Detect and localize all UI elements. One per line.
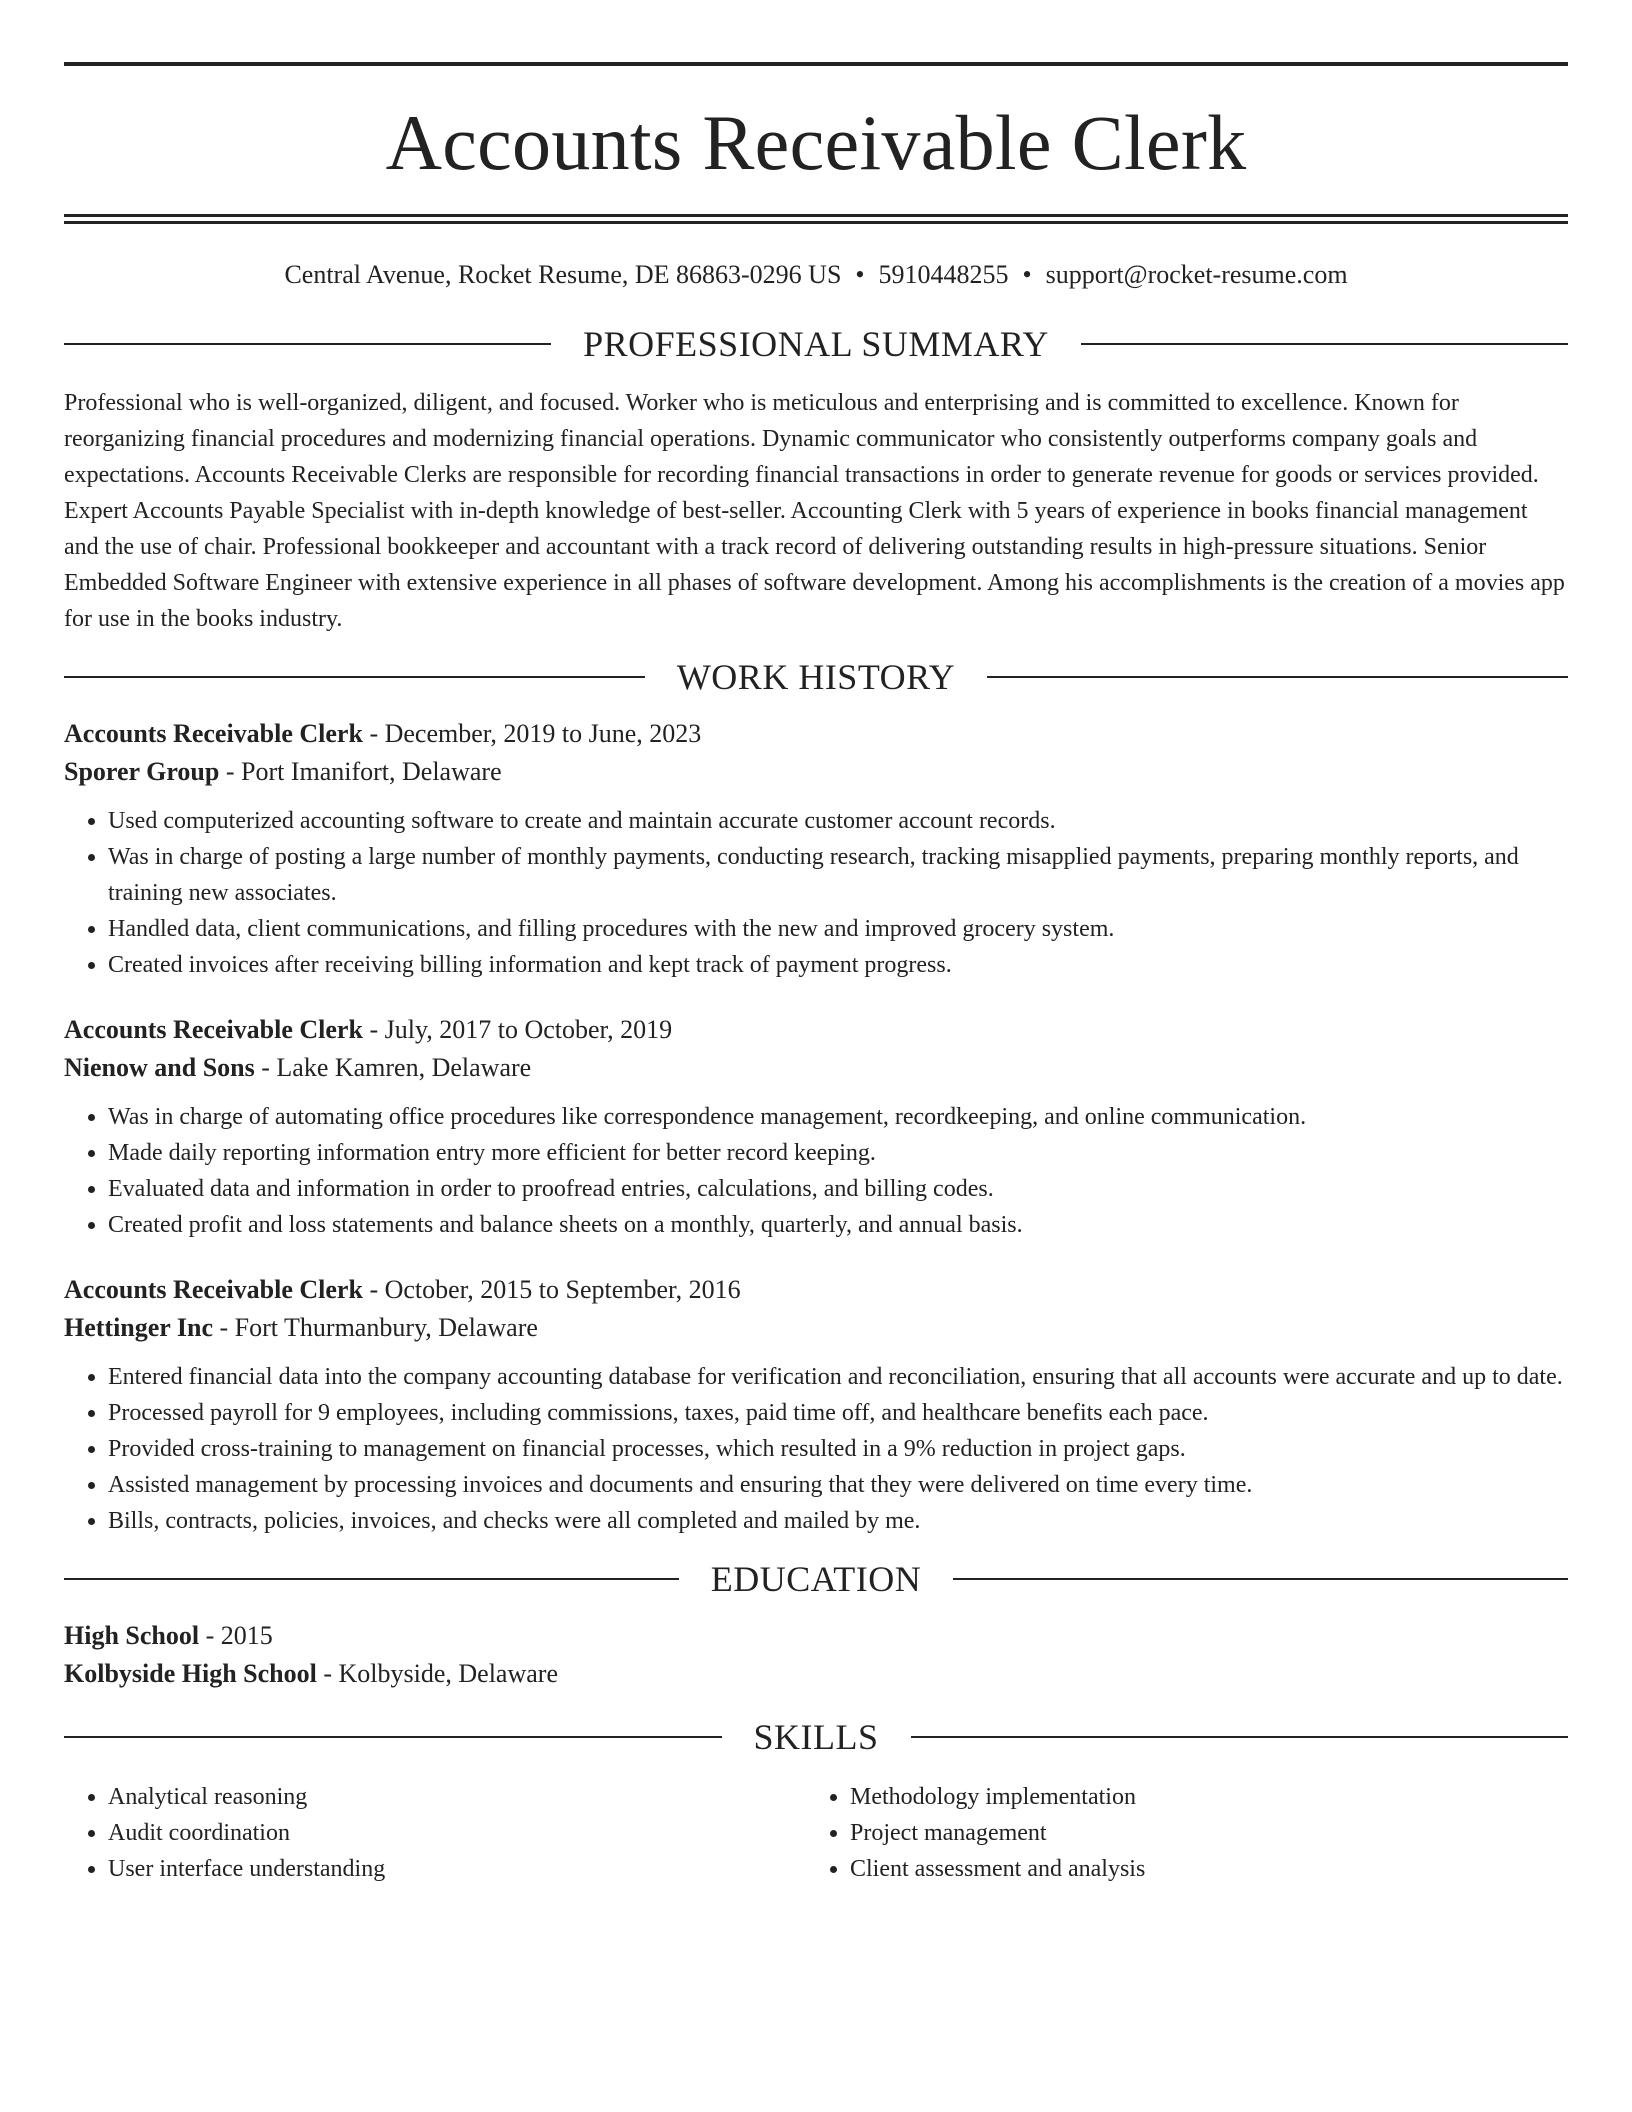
job-title-line (64, 715, 1568, 753)
resume-title: Accounts Receivable Clerk (385, 99, 1247, 186)
job-bullet: • Used computerized accounting software to create and maintain accurate customer account records. (108, 803, 1568, 839)
job-company-line (64, 1049, 1568, 1087)
job-bullet: • Evaluated data and information in order to proofread entries, calculations, and billing codes. (108, 1171, 1568, 1207)
divider-line (64, 1578, 679, 1580)
divider-line (64, 676, 645, 678)
job-company: Nienow and Sons (64, 1053, 255, 1082)
skill-item: • Methodology implementation (850, 1779, 1548, 1815)
summary-section-heading (64, 326, 1568, 362)
job-entry (64, 1271, 1568, 1539)
skill-item: • Project management (850, 1815, 1548, 1851)
job-bullet: • Processed payroll for 9 employees, including commissions, taxes, paid time off, and healthcare benefits each pace. (108, 1395, 1568, 1431)
skill-item: • Client assessment and analysis (850, 1851, 1548, 1887)
skills-list (64, 1779, 1568, 1887)
job-title: Accounts Receivable Clerk (64, 719, 363, 748)
skills-column-left (64, 1779, 806, 1887)
summary-text: Professional who is well-organized, diligent, and focused. Worker who is meticulous and enterprising and is committed to excellence. Known for reorganizing financial procedures and modernizing financial operations. Dynamic communicator who consistently outperforms company goals and expectations. Accounts Receivable Clerks are responsible for recording financial transactions in order to generate revenue for goods or services provided. Expert Accounts Payable Specialist with in-depth knowledge of best-seller. Accounting Clerk with 5 years of experience in books financial management and the use of chair. Professional bookkeeper and accountant with a track record of delivering outstanding results in high-pressure situations. Senior Embedded Software Engineer with extensive experience in all phases of software development. Among his accomplishments is the creation of a movies app for use in the books industry. (64, 390, 1565, 632)
skill-item: • User interface understanding (108, 1851, 806, 1887)
job-title-line (64, 1271, 1568, 1309)
job-bullet: • Was in charge of automating office procedures like correspondence management, recordkeeping, and online communication. (108, 1099, 1568, 1135)
divider-line (1081, 343, 1568, 345)
job-location: - Fort Thurmanbury, Delaware (213, 1313, 538, 1342)
work-heading-label: WORK HISTORY (676, 657, 956, 697)
job-entry (64, 1011, 1568, 1243)
education-degree: High School (64, 1621, 200, 1650)
contact-line (64, 262, 1568, 288)
job-company-line (64, 1309, 1568, 1347)
education-year: - 2015 (199, 1621, 273, 1650)
job-bullets (64, 803, 1568, 983)
divider-line (911, 1736, 1569, 1738)
job-entry (64, 715, 1568, 983)
title-double-rule (64, 214, 1568, 224)
job-dates: - October, 2015 to September, 2016 (362, 1275, 741, 1304)
job-company-line (64, 753, 1568, 791)
education-location: - Kolbyside, Delaware (316, 1659, 558, 1688)
job-bullet: • Handled data, client communications, and filling procedures with the new and improved grocery system. (108, 911, 1568, 947)
divider-line (64, 343, 551, 345)
job-bullet: • Provided cross-training to management on financial processes, which resulted in a 9% reduction in project gaps. (108, 1431, 1568, 1467)
contact-separator: • (855, 260, 865, 289)
contact-address: Central Avenue, Rocket Resume, DE 86863-0296 US (284, 260, 842, 289)
education-heading-label: EDUCATION (710, 1559, 922, 1599)
job-title: Accounts Receivable Clerk (64, 1015, 363, 1044)
job-bullet: • Created invoices after receiving billing information and kept track of payment progress. (108, 947, 1568, 983)
summary-heading-label: PROFESSIONAL SUMMARY (583, 324, 1049, 364)
divider-line (987, 676, 1568, 678)
job-location: - Port Imanifort, Delaware (219, 757, 502, 786)
education-school-line (64, 1655, 1568, 1693)
job-title: Accounts Receivable Clerk (64, 1275, 363, 1304)
education-entry (64, 1617, 1568, 1693)
job-dates: - July, 2017 to October, 2019 (362, 1015, 673, 1044)
contact-email: support@rocket-resume.com (1045, 260, 1348, 289)
education-degree-line (64, 1617, 1568, 1655)
top-rule (64, 62, 1568, 66)
skills-section-heading (64, 1719, 1568, 1755)
job-bullet: • Bills, contracts, policies, invoices, and checks were all completed and mailed by me. (108, 1503, 1568, 1539)
divider-line (953, 1578, 1568, 1580)
job-title-line (64, 1011, 1568, 1049)
job-location: - Lake Kamren, Delaware (254, 1053, 532, 1082)
skill-item: • Audit coordination (108, 1815, 806, 1851)
job-company: Sporer Group (64, 757, 220, 786)
education-school: Kolbyside High School (64, 1659, 317, 1688)
job-bullets (64, 1359, 1568, 1539)
job-bullet: • Entered financial data into the company accounting database for verification and reconciliation, ensuring that all accounts were accurate and up to date. (108, 1359, 1568, 1395)
job-bullet: • Created profit and loss statements and balance sheets on a monthly, quarterly, and annual basis. (108, 1207, 1568, 1243)
job-bullet: • Made daily reporting information entry more efficient for better record keeping. (108, 1135, 1568, 1171)
skills-heading-label: SKILLS (753, 1717, 879, 1757)
job-bullet: • Assisted management by processing invoices and documents and ensuring that they were delivered on time every time. (108, 1467, 1568, 1503)
work-section-heading (64, 659, 1568, 695)
job-dates: - December, 2019 to June, 2023 (362, 719, 702, 748)
contact-separator: • (1022, 260, 1032, 289)
job-bullets (64, 1099, 1568, 1243)
job-company: Hettinger Inc (64, 1313, 213, 1342)
contact-phone: 5910448255 (878, 260, 1009, 289)
job-bullet: • Was in charge of posting a large number of monthly payments, conducting research, tracking misapplied payments, preparing monthly reports, and training new associates. (108, 839, 1568, 911)
skills-column-right (806, 1779, 1548, 1887)
education-section-heading (64, 1561, 1568, 1597)
skill-item: • Analytical reasoning (108, 1779, 806, 1815)
divider-line (64, 1736, 722, 1738)
